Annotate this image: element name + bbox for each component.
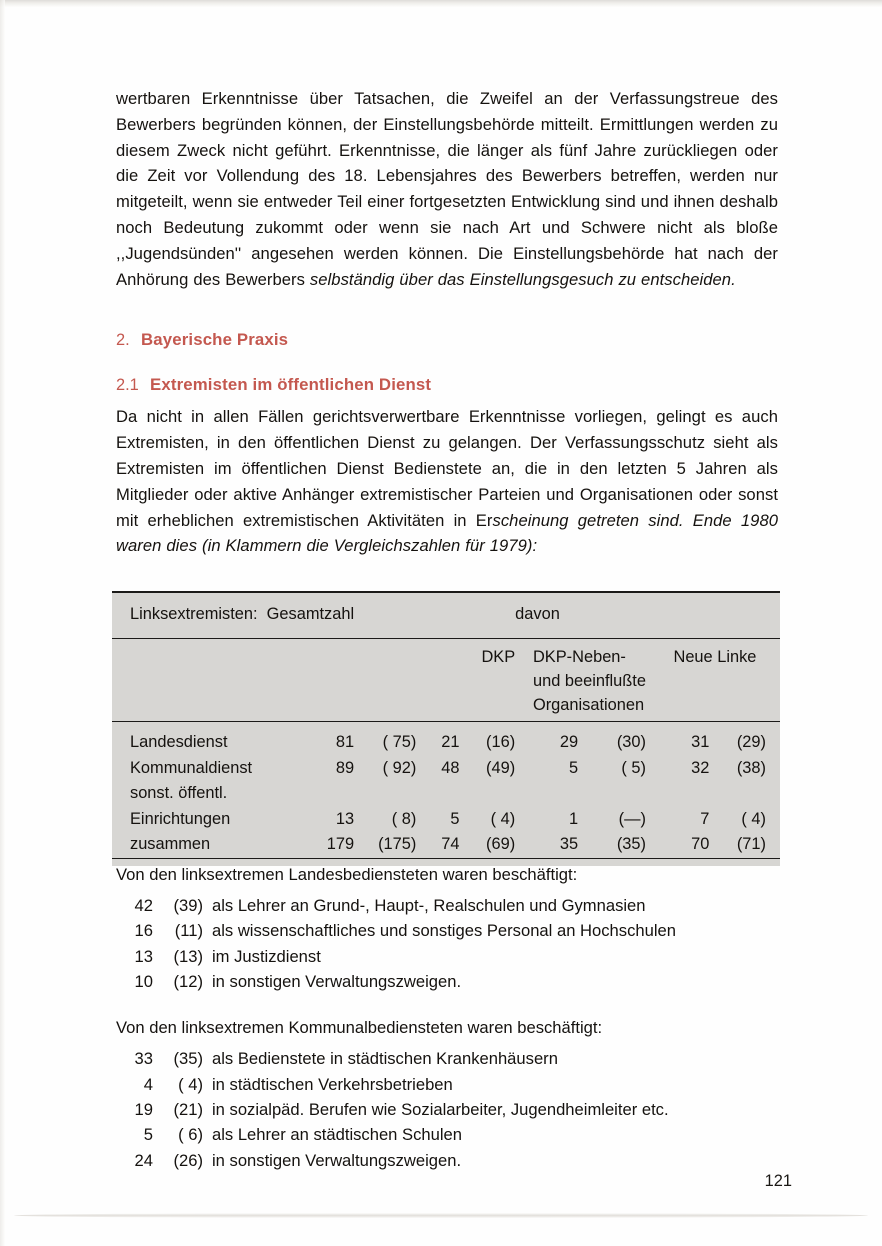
row-neue-1980: 31 — [691, 733, 710, 751]
row-neue-1980: 32 — [691, 758, 710, 777]
row-dkp-1980: 48 — [441, 758, 460, 777]
list-item-text: als Bedienstete in städtischen Krankenhäusern — [212, 1049, 558, 1069]
row-label: Einrichtungen — [130, 809, 231, 828]
table-header-dkp-neben-line1: DKP-Neben- — [532, 648, 626, 666]
table-header-dkp: DKP — [481, 648, 516, 666]
row-label: zusammen — [130, 835, 211, 853]
list-intro: Von den linksextremen Kommunalbediensteten waren beschäftigt: — [116, 1018, 603, 1038]
row-neben-1979: ( 5) — [621, 758, 646, 777]
table-header-dkp-neben-line3: Organisationen — [532, 696, 645, 714]
list-item-value-1979: (26) — [173, 1150, 203, 1170]
table-row — [112, 730, 780, 756]
row-neue-1979: (29) — [736, 733, 766, 751]
row-neue-1979: ( 4) — [741, 809, 766, 828]
row-dkp-1979: (16) — [486, 733, 516, 751]
table-body-rule — [112, 722, 780, 731]
row-neben-1980: 1 — [569, 809, 579, 828]
list-item-value-1979: ( 4) — [178, 1074, 203, 1094]
list-item-text: als Lehrer an Grund-, Haupt-, Realschulen und Gymnasien — [212, 895, 646, 915]
row-gesamt-1979: (175) — [378, 835, 417, 853]
list-item — [116, 969, 796, 994]
row-neue-1980: 70 — [691, 835, 710, 853]
list-item-text: in städtischen Verkehrsbetrieben — [212, 1074, 453, 1094]
list-item-value-1980: 5 — [143, 1125, 153, 1145]
scan-edge-top — [0, 0, 882, 7]
list-item — [116, 944, 796, 969]
list-item-value-1980: 16 — [134, 921, 153, 941]
list-item-value-1980: 42 — [134, 895, 153, 915]
section-paragraph-italic: scheinung getreten sind. Ende 1980 waren dies (in Klammern die Vergleichszahlen für 1979): — [116, 510, 778, 556]
list-item-value-1980: 10 — [134, 972, 153, 992]
heading-2-1-number: 2.1 — [116, 376, 139, 395]
linksextremisten-table — [112, 591, 780, 866]
row-dkp-1979 — [459, 781, 515, 807]
list-item — [116, 1097, 796, 1122]
row-neben-1980 — [533, 781, 578, 807]
row-dkp-1979: (49) — [486, 758, 516, 777]
intro-paragraph-upright: wertbaren Erkenntnisse über Tatsachen, die Zweifel an der Verfassungstreue des Bewerbers begründen können, der Einstellungsbehörde mitteilt. Ermittlungen werden zu diesem Zweck nicht geführt. Erkenntnisse, die länger als fünf Jahre zurückliegen oder die Zeit vor Vollendung des 18. Lebensjahres des Bewerbers betreffen, werden nur mitgeteilt, wenn sie entweder Teil einer fortgesetzten Entwicklung sind und ihnen deshalb noch Bedeutung zukommt oder wenn sie nach Art und Schwere nicht als bloße ,,Jugendsünden'' angesehen werden können. Die Einstellungsbehörde hat nach der Anhörung des Bewerbers — [116, 89, 778, 289]
row-neben-1979: (—) — [618, 809, 646, 828]
row-neue-1979: (38) — [736, 758, 766, 777]
list-item-value-1979: (13) — [173, 946, 203, 966]
list-item — [116, 1148, 796, 1173]
list-item-text: in sonstigen Verwaltungszweigen. — [212, 972, 462, 992]
table-row — [112, 781, 780, 807]
table-header-gesamtzahl: Gesamtzahl — [266, 605, 355, 623]
statistics-table-wrapper — [112, 591, 780, 866]
row-neben-1979: (35) — [616, 835, 646, 853]
text-column — [116, 86, 778, 559]
table-row — [112, 756, 780, 782]
row-neue-1979: (71) — [736, 835, 766, 853]
heading-2-1-title: Extremisten im öffentlichen Dienst — [150, 375, 432, 395]
table-header-row-2 — [112, 639, 780, 722]
list-item-value-1979: (39) — [173, 895, 203, 915]
row-label: sonst. öffentl. — [130, 784, 228, 802]
row-neben-1979: (30) — [616, 733, 646, 751]
intro-paragraph-italic: selbständig über das Einstellungsgesuch zu entscheiden. — [309, 269, 736, 289]
intro-paragraph — [116, 86, 778, 292]
list-item — [116, 918, 796, 943]
row-neue-1980 — [673, 781, 709, 807]
list-item-text: im Justizdienst — [212, 946, 321, 966]
list-item-value-1979: (12) — [173, 972, 203, 992]
list-item-text: in sonstigen Verwaltungszweigen. — [212, 1150, 462, 1170]
row-dkp-1980: 74 — [441, 835, 460, 853]
row-label: Kommunaldienst — [130, 758, 253, 777]
row-gesamt-1980: 89 — [335, 758, 355, 777]
list-item — [116, 1072, 796, 1097]
scan-edge-bottom — [14, 1213, 868, 1218]
table-row — [112, 807, 780, 833]
row-neben-1980: 35 — [559, 835, 579, 853]
row-gesamt-1980 — [309, 781, 354, 807]
kommunalbedienstete-list — [116, 1015, 796, 1173]
row-neue-1979 — [709, 781, 780, 807]
list-intro: Von den linksextremen Landesbediensteten waren beschäftigt: — [116, 865, 578, 884]
row-dkp-1979: (69) — [486, 835, 516, 853]
table-header-dkp-neben — [533, 639, 646, 722]
row-neben-1980: 29 — [559, 733, 579, 751]
row-gesamt-1980: 81 — [335, 733, 355, 751]
row-neue-1980: 7 — [700, 809, 710, 828]
row-gesamt-1979: ( 8) — [391, 809, 417, 828]
row-gesamt-1980: 13 — [335, 809, 355, 828]
page-number: 121 — [764, 1172, 792, 1190]
list-item-value-1979: ( 6) — [178, 1125, 203, 1145]
list-item-value-1980: 24 — [134, 1150, 153, 1170]
table-header-dkp-neben-line2: und beeinflußte — [532, 672, 646, 690]
landesbedienstete-list — [116, 862, 796, 994]
list-item-text: als Lehrer an städtischen Schulen — [212, 1125, 462, 1145]
row-dkp-1979: ( 4) — [490, 809, 516, 828]
section-paragraph-upright: Da nicht in allen Fällen gerichtsverwertbare Erkenntnisse vorliegen, gelingt es auch Extremisten, in den öffentlichen Dienst zu gelangen. Der Verfassungsschutz sieht als Extremisten im öffentlichen Dienst Bedienstete an, die in den letzten 5 Jahren als Mitglieder oder aktive Anhänger extremistischer Parteien und Organisationen oder sonst mit erheblichen extremistischen Aktivitäten in Er — [116, 407, 778, 530]
row-neben-1980: 5 — [569, 758, 579, 777]
list-item-value-1979: (35) — [173, 1049, 203, 1069]
row-dkp-1980: 21 — [441, 733, 460, 751]
row-dkp-1980: 5 — [450, 809, 460, 828]
list-item-text: in sozialpäd. Berufen wie Sozialarbeiter, Jugendheimleiter etc. — [212, 1100, 669, 1120]
list-item-value-1979: (21) — [173, 1100, 203, 1120]
table-row — [112, 832, 780, 858]
list-item-value-1980: 19 — [134, 1100, 153, 1120]
list-item — [116, 893, 796, 918]
list-item-value-1979: (11) — [174, 921, 203, 941]
row-gesamt-1979 — [354, 781, 420, 807]
table-header-linksextremisten: Linksextremisten: — [130, 605, 258, 623]
scan-edge-left — [0, 0, 5, 1246]
list-item-value-1980: 33 — [134, 1049, 153, 1069]
heading-2-number: 2. — [116, 331, 130, 350]
heading-bayerische-praxis — [116, 330, 778, 350]
row-label: Landesdienst — [130, 733, 228, 751]
row-gesamt-1980: 179 — [326, 835, 355, 853]
heading-2-title: Bayerische Praxis — [141, 330, 289, 350]
occupation-lists — [116, 862, 796, 1194]
row-neben-1979 — [578, 781, 646, 807]
row-gesamt-1979: ( 75) — [382, 733, 417, 751]
list-item — [116, 1046, 796, 1071]
list-item-value-1980: 4 — [143, 1074, 153, 1094]
list-item — [116, 1122, 796, 1147]
table-top-rule — [112, 592, 780, 601]
row-gesamt-1979: ( 92) — [382, 758, 417, 777]
table-header-neue-linke: Neue Linke — [673, 648, 757, 666]
table-header-davon: davon — [515, 605, 560, 623]
row-dkp-1980 — [420, 781, 459, 807]
list-item-text: als wissenschaftliches und sonstiges Personal an Hochschulen — [212, 921, 676, 941]
list-item-value-1980: 13 — [134, 946, 153, 966]
table-header-row-1 — [112, 601, 780, 639]
section-paragraph — [116, 404, 778, 559]
heading-extremisten-im-oeffentlichen-dienst — [116, 375, 778, 395]
